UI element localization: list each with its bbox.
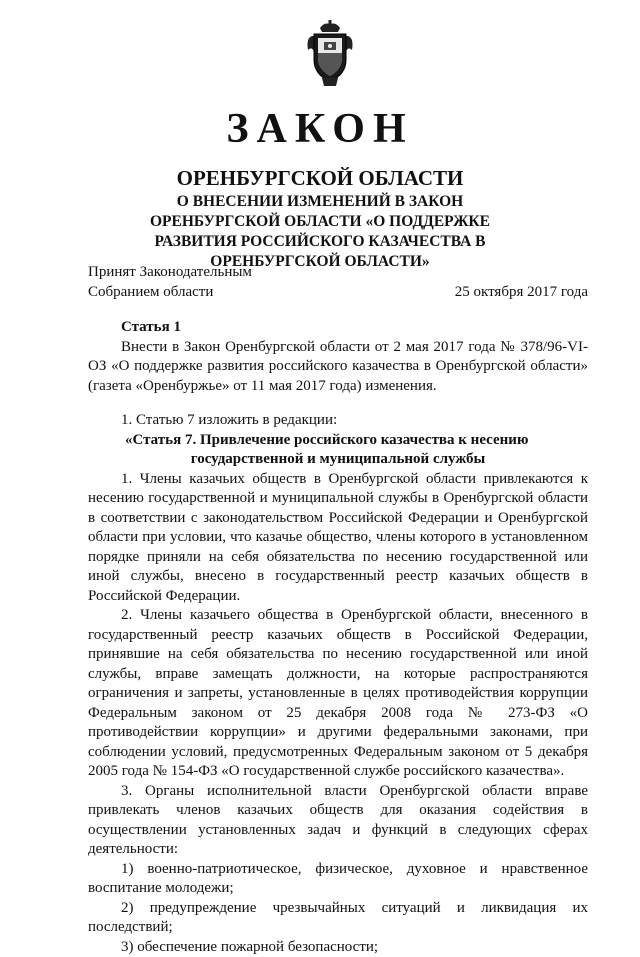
coat-of-arms-icon bbox=[302, 20, 358, 88]
article-7-title-line-2: государственной и муниципальной службы bbox=[88, 450, 588, 470]
region-title: ОРЕНБУРГСКОЙ ОБЛАСТИ bbox=[0, 165, 640, 191]
adoption-block bbox=[88, 262, 252, 302]
list-item-3: 3) обеспечение пожарной безопасности; bbox=[88, 938, 588, 957]
paragraph-3: 3. Органы исполнительной власти Оренбургской области вправе привлекать членов казачьих обществ для оказания содействия в осуществлении установленных задач и функций в следующих сферах деятельности: bbox=[88, 782, 588, 860]
list-item-1: 1) военно-патриотическое, физическое, духовное и нравственное воспитание молодежи; bbox=[88, 860, 588, 899]
adoption-line-1: Принят Законодательным bbox=[88, 262, 252, 282]
law-title: ЗАКОН bbox=[0, 104, 640, 154]
adoption-line-2: Собранием области bbox=[88, 282, 252, 302]
item-1-intro: 1. Статью 7 изложить в редакции: bbox=[88, 411, 588, 431]
article-1-heading: Статья 1 bbox=[88, 318, 588, 338]
law-body bbox=[88, 318, 588, 957]
article-7-title-line-1: «Статья 7. Привлечение российского казачества к несению bbox=[125, 431, 588, 451]
article-1-text: Внести в Закон Оренбургской области от 2 мая 2017 года № 378/96-VI-ОЗ «О поддержке развития российского казачества в Оренбургской области» (газета «Оренбуржье» от 11 мая 2017 года) изменения. bbox=[88, 338, 588, 397]
law-subtitle: О ВНЕСЕНИИ ИЗМЕНЕНИЙ В ЗАКОН ОРЕНБУРГСКОЙ ОБЛАСТИ «О ПОДДЕРЖКЕ РАЗВИТИЯ РОССИЙСКОГО КАЗАЧЕСТВА В ОРЕНБУРГСКОЙ ОБЛАСТИ» bbox=[120, 192, 520, 272]
list-item-2: 2) предупреждение чрезвычайных ситуаций и ликвидация их последствий; bbox=[88, 899, 588, 938]
paragraph-1: 1. Члены казачьих обществ в Оренбургской области привлекаются к несению государственной и муниципальной службы в Оренбургской области в соответствии с законодательством Российской Федерации и Оренбургской области при условии, что казачье общество, члены которого в установленном порядке приняли на себя обязательства по несению государственной или иной службы, внесено в государственный реестр казачьих обществ в Российской Федерации. bbox=[88, 470, 588, 607]
paragraph-2: 2. Члены казачьего общества в Оренбургской области, внесенного в государственный реестр казачьих обществ в Российской Федерации, принявшие на себя обязательства по несению государственной или иной службы, вправе замещать должности, на которые распространяются ограничения и запреты, установленные в целях противодействия коррупции Федеральным законом от 25 декабря 2008 года № 273-ФЗ «О противодействии коррупции» и другими федеральными законами, при соблюдении условий, предусмотренных Федеральным законом от 5 декабря 2005 года № 154-ФЗ «О государственной службе российского казачества». bbox=[88, 606, 588, 782]
adoption-date: 25 октября 2017 года bbox=[455, 282, 588, 302]
